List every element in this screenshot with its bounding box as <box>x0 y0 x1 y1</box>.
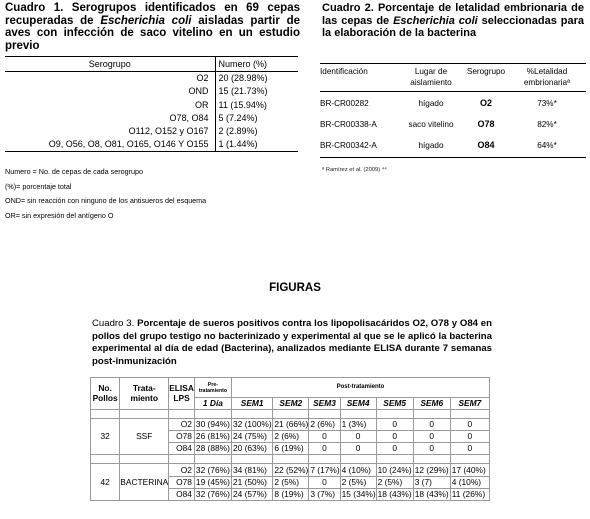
cuadro3-cell-elisa: O78 <box>169 430 195 442</box>
cuadro1-title <box>5 2 300 52</box>
cuadro2-header-let-line2: embrionariaª <box>523 78 571 87</box>
cuadro3-cell-value: 21 (50%) <box>231 476 272 488</box>
cuadro1-table <box>5 56 298 152</box>
cuadro3-cell-value: 17 (40%) <box>450 464 489 476</box>
cuadro3-cell-value: 0 <box>413 443 450 455</box>
cuadro3-cell-value: 0 <box>340 443 376 455</box>
cuadro3-spacer-cell <box>309 455 340 464</box>
cuadro2-title-species: Escherichia coli <box>393 14 478 27</box>
cuadro3-spacer-cell <box>120 455 169 464</box>
cuadro3-cell-value: 18 (43%) <box>414 489 449 500</box>
cuadro3-cell-value: 2 (6%) <box>309 418 340 430</box>
cuadro1-cell-serogrupo: O2 <box>196 73 209 84</box>
cuadro3-cell-pollos: 32 <box>91 418 120 455</box>
cuadro3-cell-elisa: O84 <box>169 443 195 455</box>
cuadro2-cell-let: 73%* <box>537 99 557 108</box>
cuadro2-cell-sero: O2 <box>479 98 492 108</box>
cuadro3-cell-value: 15 (34%) <box>341 489 376 500</box>
cuadro3-cell-value: 7 (17%) <box>310 464 340 475</box>
cuadro3-cell-value: 18 (43%) <box>377 489 412 500</box>
cuadro3-spacer-cell <box>413 409 450 418</box>
cuadro2-cell-lugar: hígado <box>418 99 444 108</box>
cuadro3-cell-value: 8 (19%) <box>273 488 309 500</box>
cuadro3-spacer-cell <box>120 409 169 418</box>
cuadro1-row <box>5 125 298 138</box>
cuadro3-spacer-cell <box>273 409 309 418</box>
cuadro2-footnote: ª Ramírez et al. (2009) ⁴⁴ <box>322 167 387 173</box>
cuadro3-cell-value: 32 (76%) <box>195 489 230 500</box>
cuadro3-subheader-cell: SEM3 <box>309 398 340 410</box>
cuadro2-header-id-text: Identificación <box>320 67 368 76</box>
cuadro3-spacer-cell <box>194 409 231 418</box>
cuadro3-cell-value: 0 <box>309 476 340 488</box>
cuadro3-cell-value: 32 (100%) <box>232 418 272 429</box>
cuadro1-cell-numero: 11 (15.94%) <box>215 99 298 112</box>
cuadro3-cell-value: 3 (7%) <box>309 488 340 500</box>
cuadro3-cell-elisa: O78 <box>169 476 195 488</box>
cuadro3-cell-value: 22 (52%) <box>274 464 309 475</box>
cuadro3-cell-value: 4 (10%) <box>450 476 489 488</box>
cuadro3-cell-value: 0 <box>376 443 413 455</box>
cuadro3-cell-value: 19 (45%) <box>195 477 230 488</box>
cuadro3-cell-value: 6 (19%) <box>273 443 309 455</box>
cuadro1-row <box>5 85 298 98</box>
cuadro3-spacer-cell <box>413 455 450 464</box>
cuadro3-cell-value: 0 <box>450 430 489 442</box>
cuadro3-subheader-cell: SEM7 <box>450 398 489 410</box>
section-heading-figuras: FIGURAS <box>269 282 321 294</box>
cuadro3-cell-value: 12 (29%) <box>414 464 449 475</box>
cuadro3-spacer-cell <box>273 455 309 464</box>
cuadro3-title-lead: Cuadro 3. <box>92 318 138 329</box>
cuadro3-cell-value: 3 (7) <box>413 476 450 488</box>
cuadro3-spacer-cell <box>376 409 413 418</box>
cuadro2-row <box>320 134 586 158</box>
cuadro2-header-row <box>320 64 586 92</box>
cuadro3-cell-value: 0 <box>376 430 413 442</box>
cuadro3-cell-elisa: O2 <box>169 464 195 476</box>
cuadro1-note: (%)= porcentaje total <box>5 181 72 191</box>
cuadro1-title-species: Escherichia coli <box>100 14 192 27</box>
cuadro2-header-sero-text: Serogrupo <box>466 67 506 76</box>
cuadro3-cell-value: 0 <box>413 418 450 430</box>
cuadro3-subheader-cell: SEM5 <box>376 398 413 410</box>
cuadro3-spacer-cell <box>169 409 195 418</box>
cuadro2-cell-lugar: saco vitelino <box>408 120 454 129</box>
cuadro3-spacer-cell <box>91 455 120 464</box>
cuadro2-row <box>320 92 586 114</box>
cuadro2-header-sero <box>464 64 508 92</box>
cuadro2-cell-sero: O78 <box>477 119 495 129</box>
cuadro3-cell-value: 2 (5%) <box>273 476 309 488</box>
cuadro3-table <box>90 377 490 501</box>
cuadro2-cell-let: 64%* <box>508 134 586 158</box>
cuadro3-spacer-cell <box>231 455 272 464</box>
cuadro1-cell-numero: 15 (21.73%) <box>215 85 298 98</box>
cuadro3-cell-value: 21 (66%) <box>274 418 309 429</box>
cuadro2-header-lugar-line2: aislamiento <box>410 78 452 87</box>
cuadro1-row <box>5 138 298 152</box>
cuadro1-cell-serogrupo: O112, O152 y O167 <box>128 126 209 137</box>
cuadro3-cell-value: 2 (5%) <box>340 476 376 488</box>
cuadro3-cell-value: 4 (10%) <box>340 464 376 476</box>
cuadro3-spacer-cell <box>169 455 195 464</box>
cuadro3-cell-value: 30 (94%) <box>195 418 230 429</box>
cuadro3-header-row <box>91 378 490 398</box>
cuadro1-cell-numero: 5 (7.24%) <box>215 112 298 125</box>
cuadro3-spacer-cell <box>376 455 413 464</box>
cuadro3-spacer-cell <box>450 455 489 464</box>
cuadro1-title-prefix: Cuadro 1. Serogrupos identificados en 69 cepas recuperadas de <box>5 2 300 27</box>
cuadro3-cell-value: 1 (3%) <box>340 418 376 430</box>
cuadro1-header-row <box>5 57 298 72</box>
cuadro1-row <box>5 112 298 125</box>
cuadro3-title-body: Porcentaje de sueros positivos contra los lipopolisacáridos O2, O78 y O84 en pollos del grupo testigo no bacterinizado y experimental al que se le aplicó la bacterina experimental al día de edad (Bacterina), analizados mediante ELISA durante 7 semanas post-inmunización <box>92 318 492 367</box>
cuadro3-cell-value: 20 (63%) <box>231 443 272 455</box>
cuadro3-cell-value: 0 <box>309 430 340 442</box>
cuadro3-row <box>91 418 490 430</box>
cuadro3-cell-value: 32 (76%) <box>195 464 230 475</box>
cuadro2-cell-lugar: hígado <box>398 134 464 158</box>
cuadro3-cell-value: 0 <box>413 430 450 442</box>
cuadro3-cell-value: 0 <box>340 430 376 442</box>
cuadro1-note: OR= sin expresión del antígeno O <box>5 210 114 220</box>
cuadro1-cell-serogrupo: OR <box>195 99 209 110</box>
cuadro3-cell-elisa: O84 <box>169 488 195 500</box>
cuadro1-cell-numero: 1 (1.44%) <box>215 138 298 152</box>
cuadro3-header-no-pollos: No. Pollos <box>91 378 120 410</box>
cuadro3-subheader-cell: 1 Día <box>194 398 231 410</box>
cuadro3-cell-tratamiento: SSF <box>120 418 169 455</box>
cuadro2-title-suffix: seleccionadas para la elaboración de la bacterina <box>322 14 584 39</box>
cuadro3-cell-value: 24 (75%) <box>231 430 272 442</box>
cuadro3-subheader-cell: SEM1 <box>231 398 272 410</box>
cuadro3-cell-value: 11 (26%) <box>450 488 489 500</box>
cuadro3-cell-value: 0 <box>450 418 489 430</box>
cuadro3-cell-value: 2 (5%) <box>376 476 413 488</box>
cuadro3-subheader-cell: SEM4 <box>340 398 376 410</box>
cuadro3-subheader-cell: SEM2 <box>273 398 309 410</box>
cuadro3-spacer-cell <box>340 409 376 418</box>
cuadro3-cell-value: 10 (24%) <box>377 464 412 475</box>
cuadro1-note: Numero = No. de cepas de cada serogrupo <box>5 167 144 176</box>
cuadro3-cell-tratamiento: BACTERINA <box>120 464 169 501</box>
cuadro2-title-prefix: Cuadro 2. Porcentaje de letalidad embrionaria de las cepas de <box>322 2 584 27</box>
cuadro3-cell-value: 26 (81%) <box>195 431 230 442</box>
cuadro3-header-elisa: ELISA LPS <box>169 378 195 410</box>
cuadro3-cell-value: 0 <box>450 443 489 455</box>
cuadro3-spacer-row <box>91 455 490 464</box>
cuadro3-spacer-cell <box>194 455 231 464</box>
cuadro1-row <box>5 99 298 112</box>
cuadro1-row <box>5 72 298 86</box>
cuadro1-note: OND= sin reacción con ninguno de los antisueros del esquema <box>5 196 207 206</box>
cuadro2-cell-sero: O84 <box>464 134 508 158</box>
cuadro3-header-post: Post-tratamiento <box>231 378 489 398</box>
cuadro2-title <box>322 2 584 40</box>
cuadro3-spacer-cell <box>340 455 376 464</box>
cuadro1-title-suffix: aisladas partir de aves con infección de saco vitelino en un estudio previo <box>5 14 300 52</box>
cuadro2-header-let-line1: %Letalidad <box>526 67 568 76</box>
cuadro3-subheader-cell: SEM6 <box>413 398 450 410</box>
cuadro2-header-lugar-line1: Lugar de <box>414 67 448 76</box>
cuadro3-title <box>92 318 492 368</box>
cuadro1-header-numero: Numero (%) <box>215 57 298 72</box>
cuadro3-cell-value: 0 <box>376 418 413 430</box>
cuadro3-cell-elisa: O2 <box>169 418 195 430</box>
cuadro3-cell-value: 24 (57%) <box>231 488 272 500</box>
cuadro3-spacer-cell <box>309 409 340 418</box>
cuadro3-cell-value: 34 (81%) <box>231 464 272 476</box>
cuadro2-header-lugar <box>398 64 464 92</box>
cuadro3-row <box>91 464 490 476</box>
cuadro2-header-let <box>508 64 586 92</box>
cuadro1-notes <box>5 165 305 223</box>
cuadro3-header-pre: Pre- tratamiento <box>194 378 231 398</box>
cuadro3-spacer-cell <box>91 409 120 418</box>
cuadro3-cell-value: 0 <box>309 443 340 455</box>
cuadro2-cell-id: BR-CR00282 <box>320 99 369 108</box>
cuadro3-spacer-row <box>91 409 490 418</box>
cuadro1-cell-numero: 20 (28.98%) <box>215 72 298 86</box>
cuadro1-cell-serogrupo: O9, O56, O8, O81, O165, O146 Y O155 <box>5 138 215 152</box>
cuadro2-header-id <box>320 64 398 92</box>
cuadro2-cell-id: BR-CR00338-A <box>320 120 377 129</box>
cuadro2-row <box>320 113 586 134</box>
cuadro2-cell-let: 82%* <box>537 120 557 129</box>
cuadro2-cell-id: BR-CR00342-A <box>320 134 398 158</box>
cuadro1-cell-serogrupo: O78, O84 <box>169 112 209 123</box>
cuadro3-cell-pollos: 42 <box>91 464 120 501</box>
cuadro3-cell-value: 2 (6%) <box>273 430 309 442</box>
cuadro1-cell-serogrupo: OND <box>188 86 209 97</box>
cuadro1-header-serogrupo: Serogrupo <box>5 57 215 72</box>
cuadro3-header-tratamiento: Trata- miento <box>120 378 169 410</box>
cuadro1-cell-numero: 2 (2.89%) <box>215 125 298 138</box>
cuadro2-table <box>320 63 586 158</box>
cuadro3-spacer-cell <box>231 409 272 418</box>
cuadro3-cell-value: 28 (88%) <box>195 443 230 454</box>
cuadro3-spacer-cell <box>450 409 489 418</box>
